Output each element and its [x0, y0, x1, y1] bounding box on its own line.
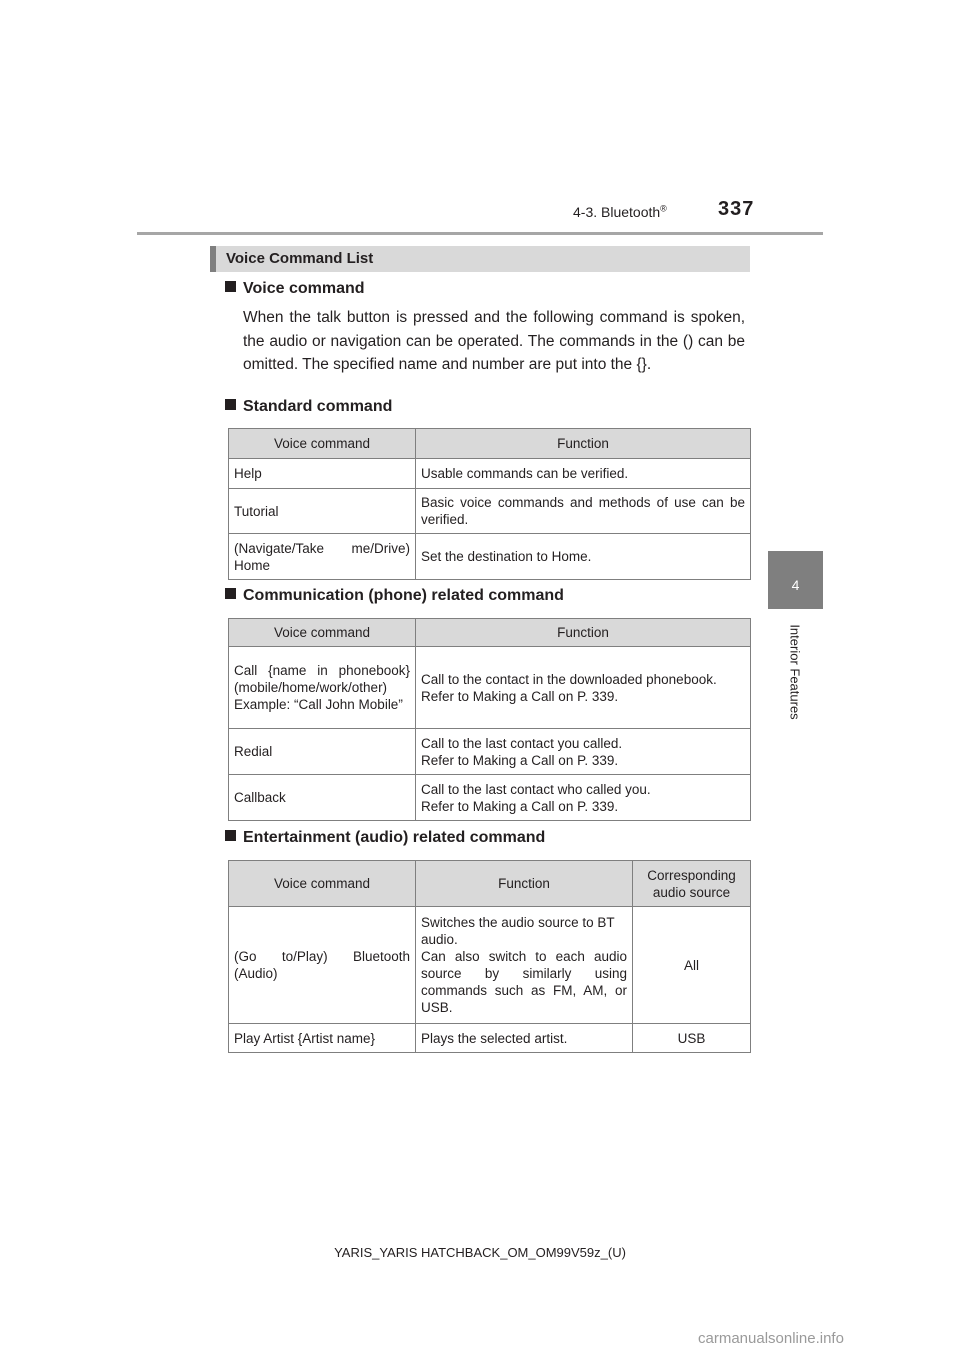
bullet-square-icon [225, 399, 236, 410]
chapter-number: 4 [791, 577, 800, 593]
table-row [229, 534, 751, 580]
chapter-label: Interior Features [787, 624, 803, 720]
table-row [229, 775, 751, 821]
command-cell: Help [229, 459, 416, 489]
column-header: Voice command [229, 429, 416, 459]
function-cell: Call to the contact in the downloaded phonebook. Refer to Making a Call on P. 339. [416, 647, 751, 729]
command-cell: Callback [229, 775, 416, 821]
table-row [229, 489, 751, 534]
section-title-bar [210, 246, 750, 272]
bullet-square-icon [225, 830, 236, 841]
section-title: Voice Command List [226, 250, 374, 267]
command-cell: (Go to/Play) Bluetooth (Audio) [229, 907, 416, 1024]
column-header: Function [416, 429, 751, 459]
function-cell: Set the destination to Home. [416, 534, 751, 580]
voice-command-heading: Voice command [225, 280, 365, 298]
audio-source-cell: USB [633, 1024, 751, 1053]
column-header: Function [416, 861, 633, 907]
column-header: Voice command [229, 619, 416, 647]
communication-command-table [228, 618, 751, 821]
table-row [229, 729, 751, 775]
command-cell: (Navigate/Take me/Drive) Home [229, 534, 416, 580]
function-cell: Basic voice commands and methods of use can be verified. [416, 489, 751, 534]
function-cell: Plays the selected artist. [416, 1024, 633, 1053]
bullet-square-icon [225, 588, 236, 599]
table-header-row [229, 619, 751, 647]
table-row [229, 1024, 751, 1053]
page-number: 337 [718, 198, 755, 220]
column-header: Corresponding audio source [633, 861, 751, 907]
table-header-row [229, 861, 751, 907]
table-row [229, 907, 751, 1024]
entertainment-command-heading: Entertainment (audio) related command [225, 829, 545, 847]
column-header: Function [416, 619, 751, 647]
standard-command-table [228, 428, 751, 580]
table-row [229, 459, 751, 489]
function-cell: Usable commands can be verified. [416, 459, 751, 489]
table-row [229, 647, 751, 729]
command-cell: Call {name in phonebook} (mobile/home/work/other) Example: “Call John Mobile” [229, 647, 416, 729]
command-cell: Tutorial [229, 489, 416, 534]
watermark: carmanualsonline.info [698, 1330, 844, 1347]
command-cell: Play Artist {Artist name} [229, 1024, 416, 1053]
standard-command-heading: Standard command [225, 398, 392, 416]
communication-command-heading: Communication (phone) related command [225, 587, 564, 605]
function-cell: Switches the audio source to BT audio. Can also switch to each audio source by similarly using commands such as FM, AM, or USB. [416, 907, 633, 1024]
command-cell: Redial [229, 729, 416, 775]
entertainment-command-table [228, 860, 751, 1053]
voice-command-paragraph: When the talk button is pressed and the following command is spoken, the audio or navigation can be operated. The commands in the () can be omitted. The specified name and number are put into the {}. [243, 309, 745, 373]
function-cell: Call to the last contact who called you. Refer to Making a Call on P. 339. [416, 775, 751, 821]
section-breadcrumb: 4-3. Bluetooth® [573, 203, 667, 220]
bullet-square-icon [225, 281, 236, 292]
audio-source-cell: All [633, 907, 751, 1024]
table-header-row [229, 429, 751, 459]
column-header: Voice command [229, 861, 416, 907]
header-divider [137, 232, 823, 235]
footer-document-id: YARIS_YARIS HATCHBACK_OM_OM99V59z_(U) [334, 1245, 626, 1260]
function-cell: Call to the last contact you called. Refer to Making a Call on P. 339. [416, 729, 751, 775]
